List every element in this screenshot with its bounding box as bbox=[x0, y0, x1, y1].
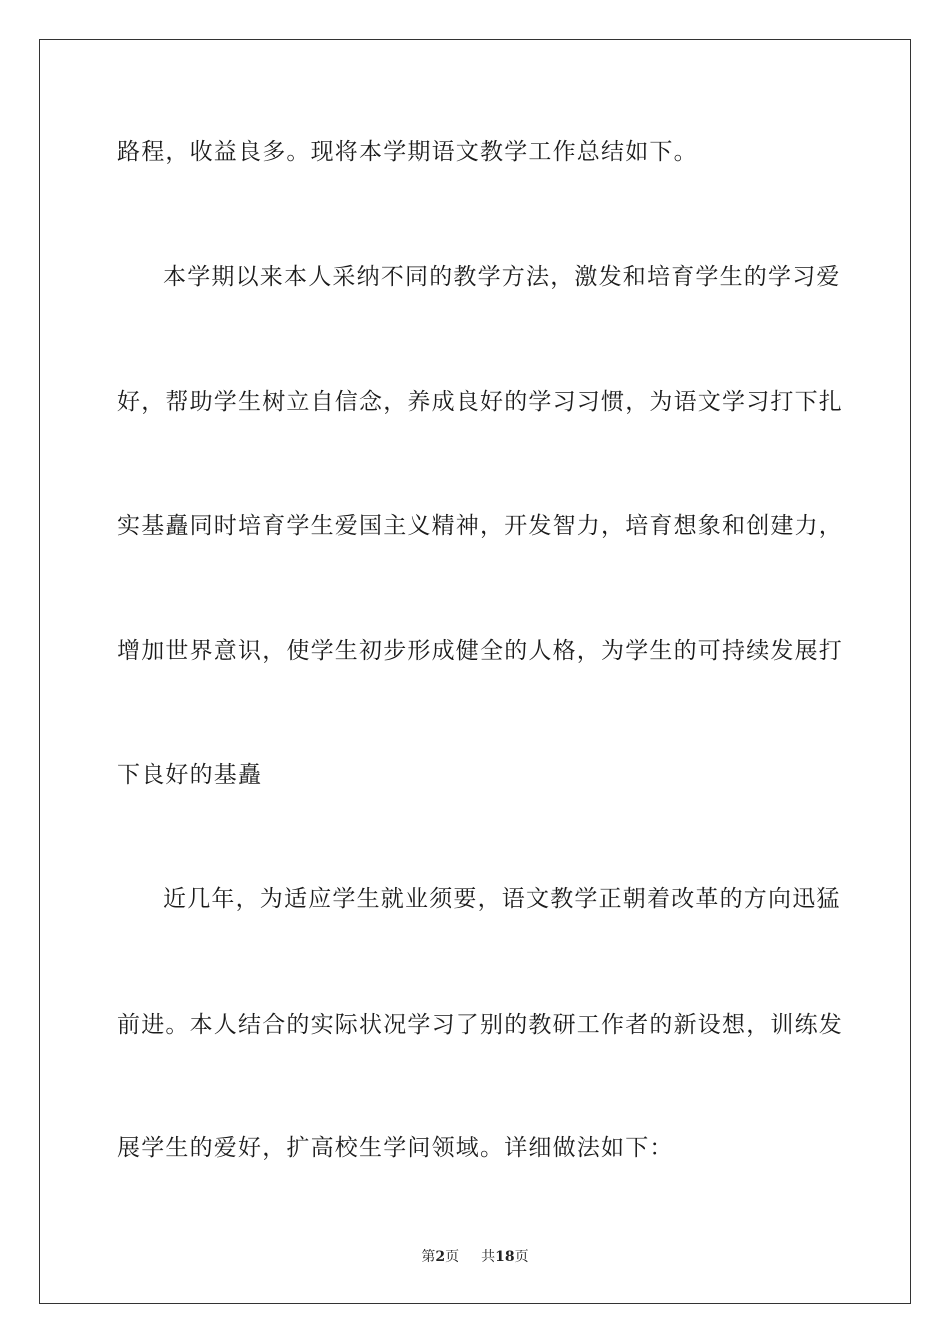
text-line-4: 实基矗同时培育学生爱国主义精神，开发智力，培育想象和创建力， bbox=[117, 513, 843, 539]
page-footer bbox=[0, 1248, 950, 1266]
text-line-5: 增加世界意识，使学生初步形成健全的人格，为学生的可持续发展打 bbox=[117, 638, 843, 664]
footer-total-pages: 18 bbox=[495, 1249, 515, 1265]
text-line-2: 本学期以来本人采纳不同的教学方法，激发和培育学生的学习爱 bbox=[163, 264, 841, 290]
text-line-1: 路程，收益良多。现将本学期语文教学工作总结如下。 bbox=[117, 139, 698, 165]
footer-page-suffix: 页 bbox=[445, 1249, 460, 1265]
page-border bbox=[39, 39, 911, 1304]
footer-page-number: 2 bbox=[435, 1249, 446, 1265]
text-line-8: 前进。本人结合的实际状况学习了别的教研工作者的新设想，训练发 bbox=[117, 1012, 843, 1038]
footer-page-prefix: 第 bbox=[421, 1249, 436, 1265]
text-line-3: 好，帮助学生树立自信念，养成良好的学习习惯，为语文学习打下扎 bbox=[117, 389, 843, 415]
text-line-9: 展学生的爱好，扩高校生学问领域。详细做法如下： bbox=[117, 1135, 674, 1161]
text-line-7: 近几年，为适应学生就业须要，语文教学正朝着改革的方向迅猛 bbox=[163, 886, 841, 912]
text-line-6: 下良好的基矗 bbox=[117, 762, 263, 788]
footer-total-prefix: 共 bbox=[481, 1249, 496, 1265]
footer-total-suffix: 页 bbox=[514, 1249, 529, 1265]
